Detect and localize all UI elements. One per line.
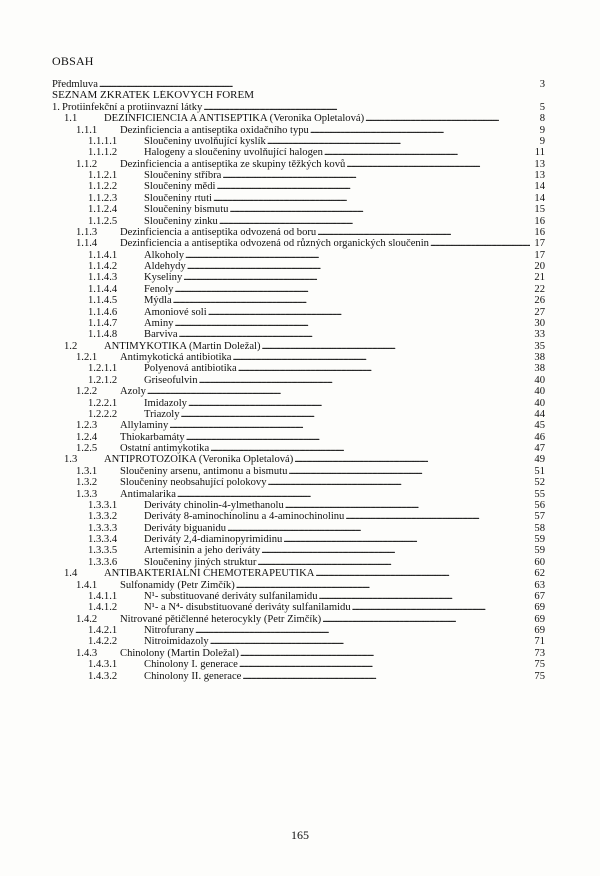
toc-entry-title: Sloučeniny rtuti xyxy=(144,192,212,204)
dot-leader xyxy=(222,170,530,181)
toc-entry xyxy=(52,500,545,511)
dot-leader xyxy=(195,625,530,636)
toc-entry-page: 69 xyxy=(530,602,545,613)
toc-entry-page: 9 xyxy=(530,136,545,147)
toc-entry xyxy=(52,409,545,420)
dot-leader xyxy=(208,307,530,318)
dot-leader xyxy=(173,295,530,306)
toc-entry xyxy=(52,671,545,682)
toc-entry-title: Antimykotická antibiotika xyxy=(120,352,232,363)
toc-entry-page: 40 xyxy=(530,398,545,409)
toc-entry-number: 1.1.2 xyxy=(76,158,98,170)
toc-entry-title: Deriváty biguanidu xyxy=(144,522,227,534)
toc-entry xyxy=(52,159,545,170)
dot-leader xyxy=(169,420,530,431)
toc-entry-page: 49 xyxy=(530,454,545,465)
toc-entry xyxy=(52,102,545,113)
toc-entry-page xyxy=(255,90,270,101)
toc-entry-number: 1. xyxy=(52,101,60,113)
toc-entry xyxy=(52,147,545,158)
toc-entry-page: 40 xyxy=(530,386,545,397)
toc-entry-page: 38 xyxy=(530,352,545,363)
dot-leader xyxy=(177,489,530,500)
toc-entry-number: 1.1.4.6 xyxy=(88,306,118,318)
toc-entry-number: 1.2.5 xyxy=(76,443,98,454)
dot-leader xyxy=(147,386,530,397)
toc-entry-page: 59 xyxy=(530,534,545,545)
toc-entry-title: Dezinficiencia a antiseptika odvozená od boru xyxy=(120,226,317,238)
toc-entry-number: 1.1.4.5 xyxy=(88,295,118,307)
toc-entry-title: Chinolony (Martin Doležal) xyxy=(120,647,239,659)
toc-entry-page: 20 xyxy=(530,261,545,272)
toc-entry-title: Sloučeniny bismutu xyxy=(144,204,229,216)
toc-entry-title: Chinolony I. generace xyxy=(144,659,238,671)
toc-entry-page: 51 xyxy=(530,466,545,477)
dot-leader xyxy=(268,477,530,488)
toc-entry xyxy=(52,329,545,340)
toc-entry-title: Sloučeniny mědi xyxy=(144,181,216,193)
toc-entry-number: 1.2.2.2 xyxy=(88,408,118,420)
toc-entry-number: 1.1.1.2 xyxy=(88,147,118,159)
toc-entry xyxy=(52,636,545,647)
toc-entry xyxy=(52,466,545,477)
toc-heading: OBSAH xyxy=(52,54,94,68)
toc-entry-page: 16 xyxy=(530,227,545,238)
toc-entry-title: Sulfonamidy (Petr Zimčík) xyxy=(120,579,235,591)
toc-entry-title: Sloučeniny arsenu, antimonu a bismutu xyxy=(120,465,288,477)
page-number: 165 xyxy=(291,828,309,842)
toc-entry xyxy=(52,489,545,500)
toc-entry-title: Dezinficiencia a antiseptika oxidačního typu xyxy=(120,124,309,136)
toc-entry xyxy=(52,227,545,238)
dot-leader xyxy=(240,648,530,659)
toc-entry xyxy=(52,125,545,136)
toc-entry-title: Azoly xyxy=(120,386,146,398)
toc-entry-page: 8 xyxy=(530,113,545,124)
toc-entry xyxy=(52,398,545,409)
toc-entry-title: Sloučeniny uvolňující kyslík xyxy=(144,135,266,147)
toc-entry-number: 1.2.4 xyxy=(76,431,98,443)
toc-entry-title: Mýdla xyxy=(144,295,172,307)
toc-entry-page: 9 xyxy=(530,125,545,136)
toc-entry-title: Fenoly xyxy=(144,283,174,295)
toc-entry xyxy=(52,614,545,625)
dot-leader xyxy=(267,136,530,147)
toc-entry-page: 60 xyxy=(530,557,545,568)
toc-entry-number: 1.4.2.2 xyxy=(88,636,118,648)
toc-entry-number: 1.1.3 xyxy=(76,226,98,238)
toc-entry-page: 26 xyxy=(530,295,545,306)
toc-entry-title: Nitrované pětičlenné heterocykly (Petr Zimčík) xyxy=(120,613,322,625)
dot-leader xyxy=(181,409,530,420)
dot-leader xyxy=(319,591,530,602)
toc-entry-title: N¹- substituované deriváty sulfanilamidu xyxy=(144,590,318,602)
toc-entry xyxy=(52,557,545,568)
dot-leader xyxy=(345,511,530,522)
toc-entry-title: Dezinficiencia a antiseptika ze skupiny těžkých kovů xyxy=(120,158,346,170)
toc-entry-number: 1.1.4.4 xyxy=(88,283,118,295)
toc-entry-title: Polyenová antibiotika xyxy=(144,363,237,375)
dot-leader xyxy=(322,614,530,625)
toc-entry-page: 17 xyxy=(530,238,545,249)
dot-leader xyxy=(257,557,530,568)
toc-entry-number: 1.2.1 xyxy=(76,352,98,363)
dot-leader xyxy=(346,159,530,170)
toc-entry-page: 3 xyxy=(530,79,545,90)
dot-leader xyxy=(310,125,530,136)
dot-leader xyxy=(352,602,530,613)
dot-leader xyxy=(187,261,530,272)
toc-entry-title: Halogeny a sloučeniny uvolňující halogen xyxy=(144,147,323,159)
toc-entry xyxy=(52,216,545,227)
toc-entry xyxy=(52,113,545,124)
toc-entry-page: 22 xyxy=(530,284,545,295)
toc-entry xyxy=(52,545,545,556)
toc-entry-number: 1.1.2.1 xyxy=(88,170,118,181)
toc-entry xyxy=(52,602,545,613)
toc-entry-title: Antimalarika xyxy=(120,488,176,500)
toc-entry-page: 45 xyxy=(530,420,545,431)
toc-entry-title: Barviva xyxy=(144,329,178,341)
toc-entry-page: 69 xyxy=(530,625,545,636)
toc-entry xyxy=(52,386,545,397)
toc-entry-number: 1.3.3.4 xyxy=(88,534,118,545)
dot-leader xyxy=(430,238,530,249)
toc-entry xyxy=(52,204,545,215)
dot-leader xyxy=(233,352,530,363)
dot-leader xyxy=(203,102,530,113)
toc-entry-title: Aminy xyxy=(144,317,174,329)
dot-leader xyxy=(227,523,530,534)
toc-entry-page: 21 xyxy=(530,272,545,283)
toc-entry xyxy=(52,295,545,306)
toc-entry-title: Chinolony II. generace xyxy=(144,670,242,682)
toc-entry-title: Sloučeniny jiných struktur xyxy=(144,556,257,568)
toc-entry xyxy=(52,511,545,522)
toc-entry xyxy=(52,272,545,283)
toc-entry-number: 1.1.2.3 xyxy=(88,192,118,204)
toc-entry-title: Triazoly xyxy=(144,408,180,420)
dot-leader xyxy=(186,432,530,443)
toc-entry-number: 1.2.2 xyxy=(76,386,98,398)
dot-leader xyxy=(210,636,530,647)
dot-leader xyxy=(179,329,530,340)
toc-entry-title: ANTIPROTOZOIKA (Veronika Opletalová) xyxy=(104,454,294,466)
toc-entry-page: 55 xyxy=(530,489,545,500)
toc-entry-page: 67 xyxy=(530,591,545,602)
toc-entry-page: 11 xyxy=(530,147,545,158)
toc-entry xyxy=(52,307,545,318)
dot-leader xyxy=(242,671,530,682)
toc-entry-number: 1.1.4.3 xyxy=(88,272,118,284)
toc-entry-title: Alkoholy xyxy=(144,249,185,261)
toc-entry-number: 1.3.3 xyxy=(76,488,98,500)
toc-entry-page: 15 xyxy=(530,204,545,215)
toc-entry xyxy=(52,284,545,295)
toc-entry-title: Thiokarbamáty xyxy=(120,431,185,443)
toc-entry-title: Nitrofurany xyxy=(144,625,195,636)
toc-entry xyxy=(52,170,545,181)
toc-entry-number: 1.3.3.1 xyxy=(88,499,118,511)
toc-entry-number: 1.3.2 xyxy=(76,477,98,489)
dot-leader xyxy=(183,272,530,283)
toc-entry xyxy=(52,659,545,670)
toc-entry-title: Kyseliny xyxy=(144,272,183,284)
toc-entry xyxy=(52,250,545,261)
toc-entry-page: 44 xyxy=(530,409,545,420)
toc-entry-title: Griseofulvin xyxy=(144,374,198,386)
toc-entry-number: 1.4.3 xyxy=(76,647,98,659)
dot-leader xyxy=(324,147,530,158)
toc-entry xyxy=(52,625,545,636)
toc-entry-title: ANTIMYKOTIKA (Martin Doležal) xyxy=(104,340,261,352)
toc-entry-title: Allylaminy xyxy=(120,420,169,432)
toc-entry xyxy=(52,580,545,591)
dot-leader xyxy=(188,398,530,409)
toc-entry-page: 14 xyxy=(530,193,545,204)
toc-entry xyxy=(52,261,545,272)
toc-entry-page: 57 xyxy=(530,511,545,522)
dot-leader xyxy=(199,375,530,386)
toc-entry-page: 5 xyxy=(530,102,545,113)
toc-entry-page: 13 xyxy=(530,170,545,181)
dot-leader xyxy=(185,250,530,261)
toc-entry xyxy=(52,648,545,659)
toc-entry-page: 38 xyxy=(530,363,545,374)
toc-entry-page: 47 xyxy=(530,443,545,454)
toc-entry-page: 58 xyxy=(530,523,545,534)
toc-entry-number: 1.4.1 xyxy=(76,579,98,591)
toc-entry-page: 13 xyxy=(530,159,545,170)
toc-entry-page: 71 xyxy=(530,636,545,647)
dot-leader xyxy=(174,284,530,295)
toc-entry-page: 35 xyxy=(530,341,545,352)
toc-entry xyxy=(52,318,545,329)
toc-entry xyxy=(52,420,545,431)
toc-entry-page: 75 xyxy=(530,671,545,682)
toc-entry-title: Sloučeniny neobsahující polokovy xyxy=(120,477,267,489)
toc-entry-number: 1.1.4 xyxy=(76,238,98,250)
toc-entry-number: 1.3.3.6 xyxy=(88,556,118,568)
dot-leader xyxy=(239,659,530,670)
toc-entry-number: 1.2.1.1 xyxy=(88,363,118,375)
toc-entry-number: 1.4.2 xyxy=(76,613,98,625)
dot-leader xyxy=(288,466,530,477)
dot-leader xyxy=(294,454,530,465)
dot-leader xyxy=(217,181,531,192)
toc-entry-number: 1.1.1.1 xyxy=(88,135,118,147)
dot-leader xyxy=(174,318,530,329)
toc-entry xyxy=(52,568,545,579)
toc-entry xyxy=(52,79,545,90)
toc-entry-number: 1.4.1.1 xyxy=(88,590,118,602)
toc-entry-number: 1.1.1 xyxy=(76,124,98,136)
toc-entry-title: SEZNAM ZKRATEK LÉKOVÝCH FOREM xyxy=(52,90,254,102)
toc-entry-page: 27 xyxy=(530,307,545,318)
toc-entry-page: 75 xyxy=(530,659,545,670)
dot-leader xyxy=(365,113,530,124)
toc-entry xyxy=(52,534,545,545)
toc-entry-number: 1.1.4.8 xyxy=(88,329,118,341)
toc-entry xyxy=(52,432,545,443)
toc-entry xyxy=(52,375,545,386)
toc-entry xyxy=(52,90,545,101)
toc-entry xyxy=(52,193,545,204)
toc-entry-number: 1.2.3 xyxy=(76,420,98,432)
toc-entry xyxy=(52,136,545,147)
toc-entry xyxy=(52,341,545,352)
toc-entry-title: Deriváty 2,4-diaminopyrimidinu xyxy=(144,534,283,545)
toc-entry-title: Dezinficiencia a antiseptika odvozená od různých organických sloučenin xyxy=(120,238,429,250)
toc-entry-number: 1.1.4.7 xyxy=(88,317,118,329)
dot-leader xyxy=(238,363,530,374)
toc-entry-title: Aldehydy xyxy=(144,261,186,272)
dot-leader xyxy=(283,534,530,545)
toc-entry-page: 69 xyxy=(530,614,545,625)
toc-entry-page: 62 xyxy=(530,568,545,579)
dot-leader xyxy=(236,580,530,591)
toc-entry-number: 1.1.2.4 xyxy=(88,204,118,216)
dot-leader xyxy=(213,193,530,204)
toc-entry-number: 1.4.3.2 xyxy=(88,670,118,682)
toc-entry xyxy=(52,181,545,192)
toc-entry-page: 56 xyxy=(530,500,545,511)
toc-entry-number: 1.4.1.2 xyxy=(88,602,118,614)
dot-leader xyxy=(210,443,530,454)
dot-leader xyxy=(261,545,530,556)
toc-entry-title: ANTIBAKTERIÁLNÍ CHEMOTERAPEUTIKA xyxy=(104,568,315,580)
toc-entry-title: Ostatní antimykotika xyxy=(120,443,210,454)
toc-entry-title: Deriváty chinolin-4-ylmethanolu xyxy=(144,499,284,511)
toc-entry-page: 14 xyxy=(530,181,545,192)
toc-entry-title: Sloučeniny stříbra xyxy=(144,170,222,181)
toc-entry-number: 1.2.2.1 xyxy=(88,397,118,409)
toc-entry-title: Sloučeniny zinku xyxy=(144,215,218,227)
toc-entry-page: 16 xyxy=(530,216,545,227)
toc-entry-page: 33 xyxy=(530,329,545,340)
toc-entry-page: 52 xyxy=(530,477,545,488)
toc-entry xyxy=(52,363,545,374)
toc-entry-number: 1.3 xyxy=(64,454,78,466)
toc-entry-page: 30 xyxy=(530,318,545,329)
toc-entry-number: 1.1.4.2 xyxy=(88,261,118,272)
toc-entry-number: 1.3.3.2 xyxy=(88,511,118,523)
toc-entry-number: 1.2 xyxy=(64,340,78,352)
dot-leader xyxy=(317,227,530,238)
toc-list xyxy=(52,79,545,682)
toc-entry-page: 73 xyxy=(530,648,545,659)
toc-entry-title: Imidazoly xyxy=(144,397,187,409)
toc-entry-number: 1.4 xyxy=(64,568,78,580)
toc-entry-number: 1.2.1.2 xyxy=(88,374,118,386)
dot-leader xyxy=(285,500,530,511)
toc-entry xyxy=(52,454,545,465)
toc-entry xyxy=(52,523,545,534)
dot-leader xyxy=(99,79,530,90)
toc-entry-page: 17 xyxy=(530,250,545,261)
dot-leader xyxy=(262,341,530,352)
dot-leader xyxy=(229,204,530,215)
toc-entry-number: 1.4.3.1 xyxy=(88,659,118,671)
toc-entry-number: 1.3.3.3 xyxy=(88,522,118,534)
toc-entry-number: 1.1.2.5 xyxy=(88,215,118,227)
dot-leader xyxy=(219,216,530,227)
toc-entry xyxy=(52,238,545,249)
toc-entry-number: 1.1 xyxy=(64,113,78,125)
toc-entry-title: Předmluva xyxy=(52,79,98,90)
toc-entry xyxy=(52,443,545,454)
toc-entry-number: 1.4.2.1 xyxy=(88,625,118,636)
toc-entry-number: 1.3.3.5 xyxy=(88,545,118,557)
dot-leader xyxy=(315,568,530,579)
toc-entry-title: DEZINFICIENCIA A ANTISEPTIKA (Veronika Opletalová) xyxy=(104,113,365,125)
toc-entry-title: Artemisinin a jeho deriváty xyxy=(144,545,261,557)
toc-entry xyxy=(52,477,545,488)
toc-entry-page: 63 xyxy=(530,580,545,591)
toc-entry-title: Deriváty 8-aminochinolinu a 4-aminochinolinu xyxy=(144,511,345,523)
toc-entry-title: Amoniové soli xyxy=(144,306,207,318)
toc-entry-number: 1.1.4.1 xyxy=(88,249,118,261)
toc-entry xyxy=(52,591,545,602)
toc-entry xyxy=(52,352,545,363)
toc-entry-page: 40 xyxy=(530,375,545,386)
toc-entry-number: 1.1.2.2 xyxy=(88,181,118,193)
toc-entry-page: 59 xyxy=(530,545,545,556)
toc-entry-title: N¹- a N⁴- disubstituované deriváty sulfanilamidu xyxy=(144,602,351,614)
toc-entry-title: Protiinfekční a protiinvazní látky xyxy=(62,101,203,113)
toc-entry-number: 1.3.1 xyxy=(76,465,98,477)
toc-entry-page: 46 xyxy=(530,432,545,443)
toc-entry-title: Nitroimidazoly xyxy=(144,636,209,648)
